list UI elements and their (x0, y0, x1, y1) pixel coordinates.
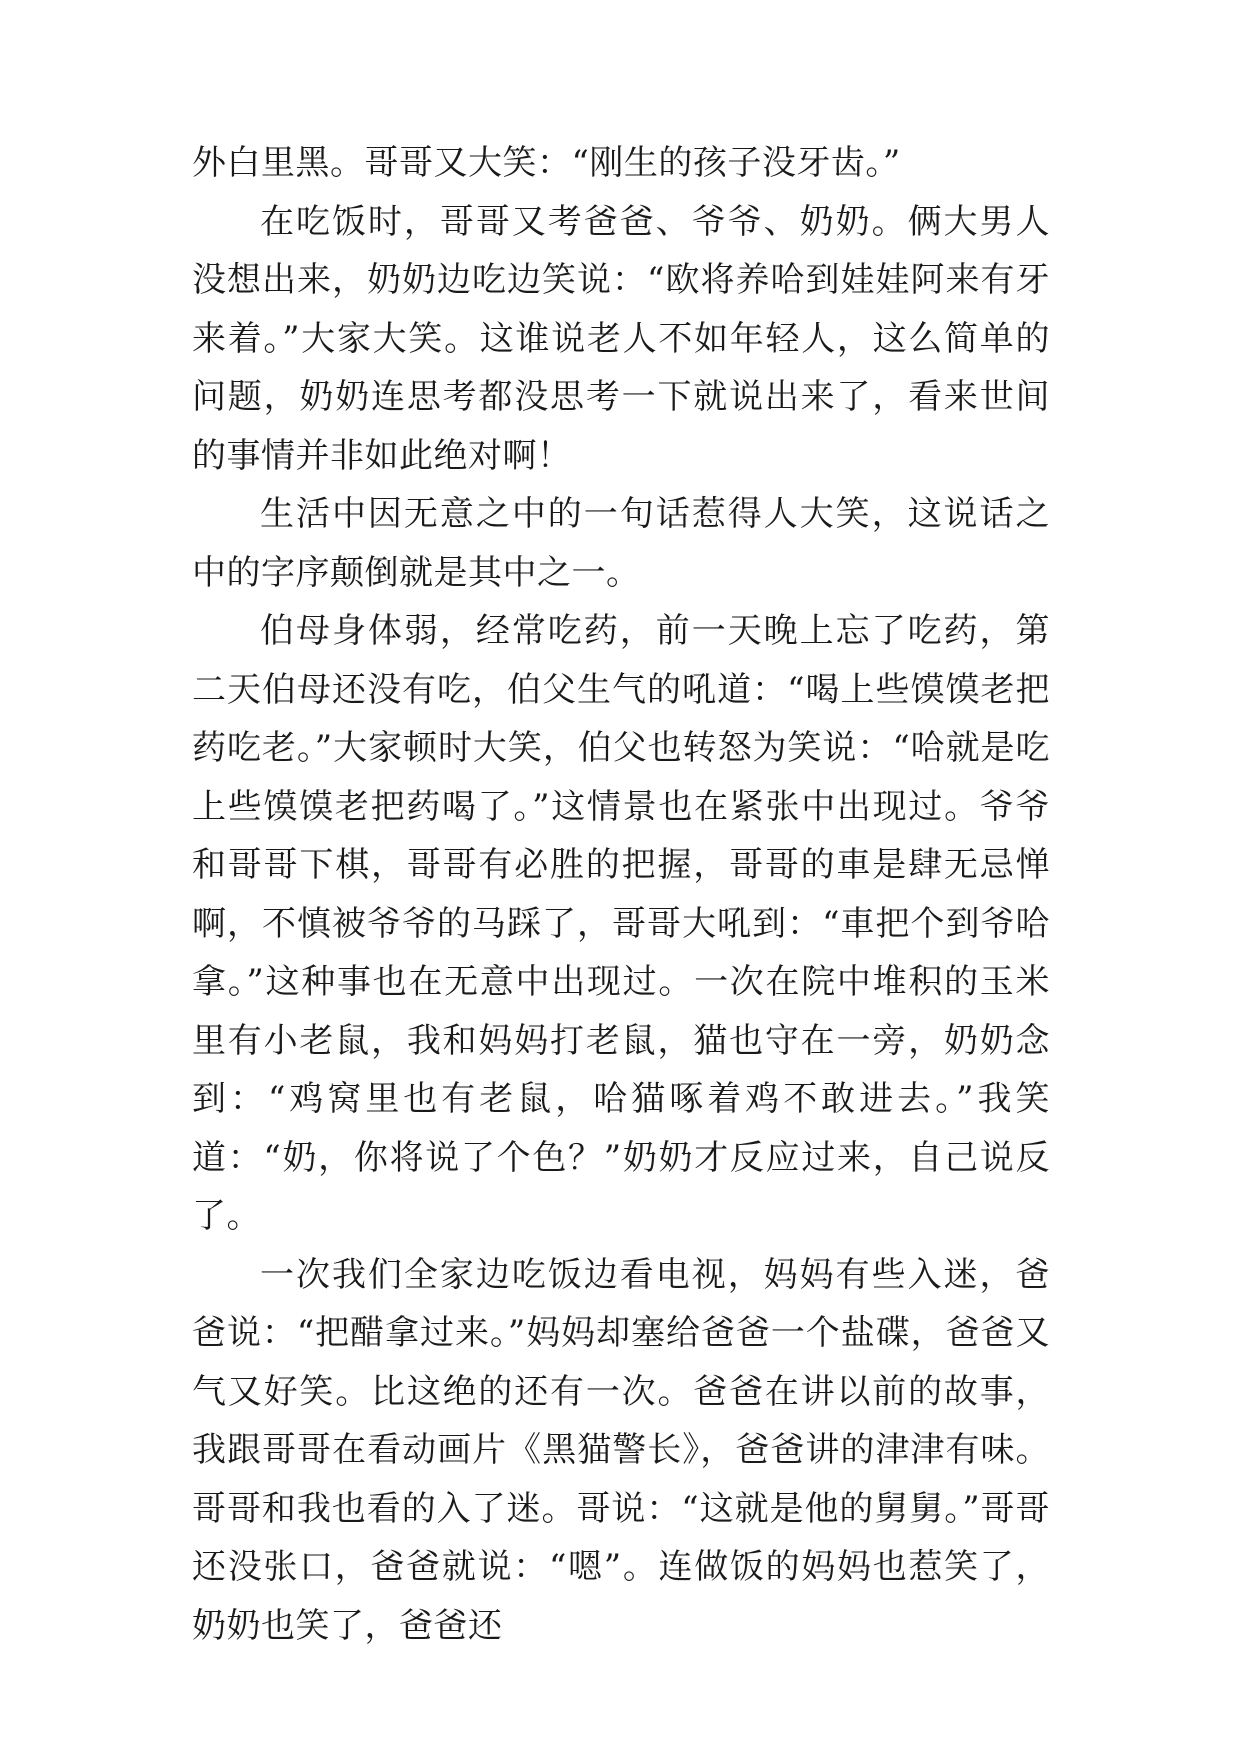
paragraph-4: 伯母身体弱，经常吃药，前一天晚上忘了吃药，第二天伯母还没有吃，伯父生气的吼道：“喝上些馍馍老把药吃老。”大家顿时大笑，伯父也转怒为笑说：“哈就是吃上些馍馍老把药喝了。”这情景也在紧张中出现过。爷爷和哥哥下棋，哥哥有必胜的把握，哥哥的車是肆无忌惮啊，不慎被爷爷的马踩了，哥哥大吼到：“車把个到爷哈拿。”这种事也在无意中出现过。一次在院中堆积的玉米里有小老鼠，我和妈妈打老鼠，猫也守在一旁，奶奶念到：“鸡窝里也有老鼠，哈猫啄着鸡不敢进去。”我笑道：“奶，你将说了个色？”奶奶才反应过来，自己说反了。 (192, 611, 1050, 1236)
document-body (192, 134, 1050, 1655)
paragraph-1: 外白里黑。哥哥又大笑：“刚生的孩子没牙齿。” (192, 143, 901, 183)
paragraph-3: 生活中因无意之中的一句话惹得人大笑，这说话之中的字序颠倒就是其中之一。 (192, 494, 1050, 593)
paragraph-5: 一次我们全家边吃饭边看电视，妈妈有些入迷，爸爸说：“把醋拿过来。”妈妈却塞给爸爸一个盐碟，爸爸又气又好笑。比这绝的还有一次。爸爸在讲以前的故事，我跟哥哥在看动画片《黑猫警长》，爸爸讲的津津有味。哥哥和我也看的入了迷。哥说：“这就是他的舅舅。”哥哥还没张口，爸爸就说：“嗯”。连做饭的妈妈也惹笑了，奶奶也笑了，爸爸还 (192, 1254, 1050, 1646)
paragraph-2: 在吃饭时，哥哥又考爸爸、爷爷、奶奶。俩大男人没想出来，奶奶边吃边笑说：“欧将养哈到娃娃阿来有牙来着。”大家大笑。这谁说老人不如年轻人，这么简单的问题，奶奶连思考都没思考一下就说出来了，看来世间的事情并非如此绝对啊！ (192, 201, 1050, 476)
